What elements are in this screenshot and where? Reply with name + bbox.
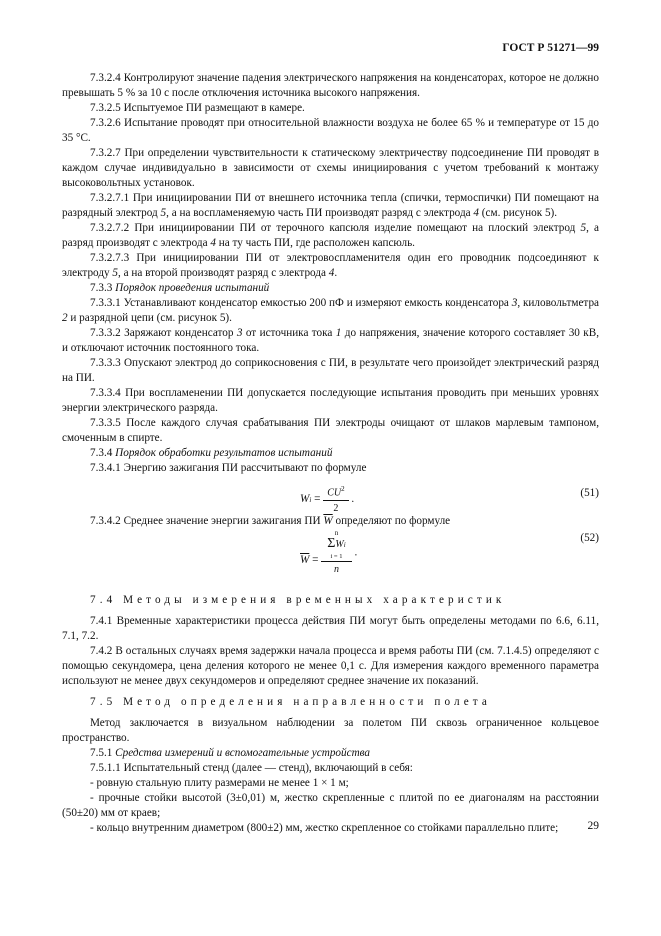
- formula-51: [62, 476, 599, 514]
- formula-52-label: (52): [580, 532, 599, 544]
- heading-7-5-1: 7.5.1 Средства измерений и вспомогательные устройства: [90, 747, 371, 759]
- paragraph-7-3-3-5: 7.3.3.5 После каждого случая срабатывания ПИ электроды очищают от шлаков марлевым тампоном, смоченным в спирте.: [62, 417, 599, 444]
- list-item: - ровную стальную плиту размерами не менее 1 × 1 м;: [90, 777, 349, 789]
- formula-52: [62, 529, 599, 587]
- paragraph-7-3-3-2: 7.3.3.2 Заряжают конденсатор 3 от источника тока 1 до напряжения, значение которого составляет 30 кВ, и отключают источник постоянного тока.: [62, 327, 599, 354]
- formula-51-fraction: $\frac{CU^2}{2}$: [323, 482, 348, 516]
- page-header: ГОСТ Р 51271—99: [502, 42, 599, 54]
- list-item: - прочные стойки высотой (3±0,01) м, жестко скрепленные с плитой по ее диагоналям на расстоянии (50±20) мм от краев;: [62, 792, 599, 819]
- heading-7-4: 7.4 Методы измерения временных характеристик: [90, 594, 506, 606]
- formula-51-label: (51): [580, 487, 599, 499]
- paragraph-7-3-3-4: 7.3.3.4 При воспламенении ПИ допускается последующие испытания проводить при меньших уровнях энергии электрического разряда.: [62, 387, 599, 414]
- paragraph-7-3-4-1: 7.3.4.1 Энергию зажигания ПИ рассчитывают по формуле: [90, 462, 367, 474]
- paragraph-7-5-intro: Метод заключается в визуальном наблюдении за полетом ПИ сквозь ограниченное кольцевое пространство.: [62, 717, 599, 744]
- paragraph-7-3-2-7-2: 7.3.2.7.2 При инициировании ПИ от терочного капсюля изделие помещают на плоский электрод 5, а разряд производят с электрода 4 на ту часть ПИ, где расположен капсюль.: [62, 222, 600, 249]
- formula-52-body: $\overline{W}$ = n ΣWi i = 1 n .: [300, 529, 358, 575]
- paragraph-7-3-2-7-1: 7.3.2.7.1 При инициировании ПИ от внешнего источника тепла (спички, термоспички) ПИ помещают на разрядный электрод 5, а на воспламеняемую часть ПИ производят разряд с электрода 4 (см. рисунок 5).: [62, 192, 599, 219]
- heading-7-3-3: 7.3.3 Порядок проведения испытаний: [90, 282, 270, 294]
- formula-52-fraction: n ΣWi i = 1 n: [321, 529, 351, 577]
- document-body: [62, 71, 599, 836]
- heading-7-3-4: 7.3.4 Порядок обработки результатов испытаний: [90, 447, 333, 459]
- formula-51-body: Wi = $\frac{CU^2}{2}$ .: [300, 482, 354, 516]
- heading-7-5: 7.5 Метод определения направленности полета: [90, 696, 491, 708]
- paragraph-7-3-3-1: 7.3.3.1 Устанавливают конденсатор емкостью 200 пФ и измеряют емкость конденсатора 3, киловольтметра 2 и разрядной цепи (см. рисунок 5).: [62, 297, 599, 324]
- page-number: 29: [587, 820, 599, 832]
- paragraph-7-5-1-1: 7.5.1.1 Испытательный стенд (далее — стенд), включающий в себя:: [90, 762, 413, 774]
- paragraph-7-3-2-7-3: 7.3.2.7.3 При инициировании ПИ от электровоспламенителя один его проводник подсоединяют к электроду 5, а на второй производят разряд с электрода 4.: [62, 252, 599, 279]
- list-item: - кольцо внутренним диаметром (800±2) мм, жестко скрепленное со стойками параллельно плите;: [90, 822, 559, 834]
- paragraph-7-3-2-4: 7.3.2.4 Контролируют значение падения электрического напряжения на конденсаторах, которое не должно превышать 5 % за 10 с после отключения источника высокого напряжения.: [62, 72, 599, 99]
- paragraph-7-3-3-3: 7.3.3.3 Опускают электрод до соприкосновения с ПИ, в результате чего произойдет электрический разряд на ПИ.: [62, 357, 599, 384]
- paragraph-7-4-1: 7.4.1 Временные характеристики процесса действия ПИ могут быть определены методами по 6.6, 6.11, 7.1, 7.2.: [62, 615, 599, 642]
- paragraph-7-3-2-7: 7.3.2.7 При определении чувствительности к статическому электричеству подсоединение ПИ проводят в каждом случае индивидуально в зависимости от схемы инициирования с учетом требований к монтажу высоковольтных установок.: [62, 147, 599, 189]
- paragraph-7-3-4-2: 7.3.4.2 Среднее значение энергии зажигания ПИ $\overline{W}$ определяют по формуле: [90, 515, 451, 527]
- paragraph-7-3-2-6: 7.3.2.6 Испытание проводят при относительной влажности воздуха не более 65 % и температуре от 15 до 35 °С.: [62, 117, 599, 144]
- paragraph-7-4-2: 7.4.2 В остальных случаях время задержки начала процесса и время работы ПИ (см. 7.1.4.5) определяют с помощью секундомера, цена деления которого не менее 0,1 с. Для измерения каждого временного параметра используют не менее двух секундомеров и определяют среднее значение их показаний.: [62, 645, 599, 687]
- paragraph-7-3-2-5: 7.3.2.5 Испытуемое ПИ размещают в камере.: [90, 102, 305, 114]
